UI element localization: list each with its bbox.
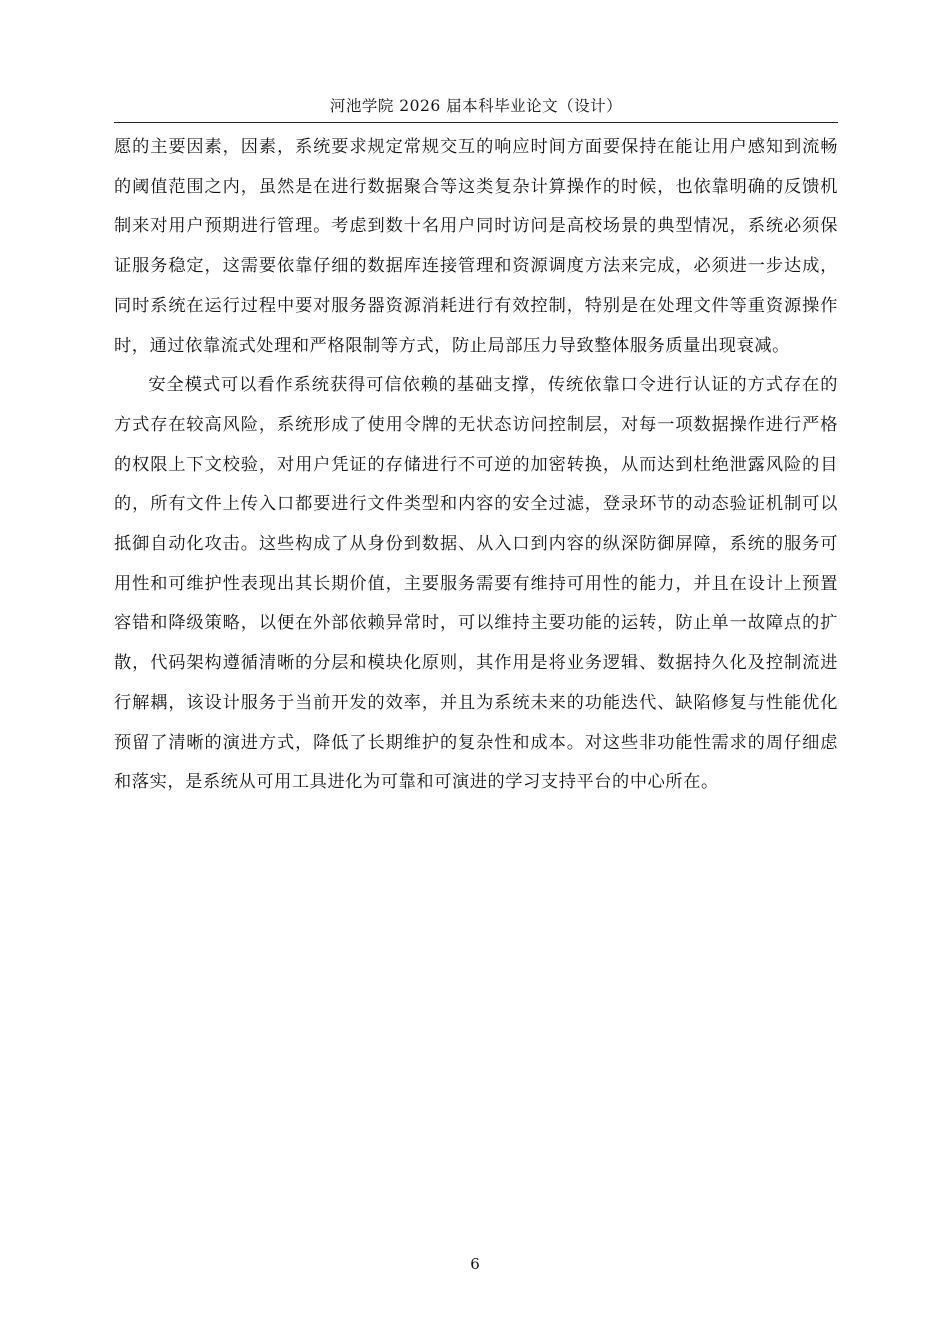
header-rule (114, 122, 838, 123)
paragraph-security: 安全模式可以看作系统获得可信依赖的基础支撑，传统依靠口令进行认证的方式存在的方式存在较高风险，系统形成了使用令牌的无状态访问控制层，对每一项数据操作进行严格的权限上下文校验，对用户凭证的存储进行不可逆的加密转换，从而达到杜绝泄露风险的目的，所有文件上传入口都要进行文件类型和内容的安全过滤，登录环节的动态验证机制可以抵御自动化攻击。这些构成了从身份到数据、从入口到内容的纵深防御屏障，系统的服务可用性和可维护性表现出其长期价值，主要服务需要有维持可用性的能力，并且在设计上预置容错和降级策略，以便在外部依赖异常时，可以维持主要功能的运转，防止单一故障点的扩散，代码架构遵循清晰的分层和模块化原则，其作用是将业务逻辑、数据持久化及控制流进行解耦，该设计服务于当前开发的效率，并且为系统未来的功能迭代、缺陷修复与性能优化预留了清晰的演进方式，降低了长期维护的复杂性和成本。对这些非功能性需求的周仔细虑和落实，是系统从可用工具进化为可靠和可演进的学习支持平台的中心所在。 (114, 375, 838, 793)
body-text (114, 128, 838, 803)
page-number: 6 (470, 1255, 480, 1273)
paragraph-continued: 愿的主要因素，因素，系统要求规定常规交互的响应时间方面要保持在能让用户感知到流畅的阈值范围之内，虽然是在进行数据聚合等这类复杂计算操作的时候，也依靠明确的反馈机制来对用户预期进行管理。考虑到数十名用户同时访问是高校场景的典型情况，系统必须保证服务稳定，这需要依靠仔细的数据库连接管理和资源调度方法来完成，必须进一步达成，同时系统在运行过程中要对服务器资源消耗进行有效控制，特别是在处理文件等重资源操作时，通过依靠流式处理和严格限制等方式，防止局部压力导致整体服务质量出现衰减。 (114, 137, 838, 356)
page-header: 河池学院 2026 届本科毕业论文（设计） (329, 97, 623, 115)
